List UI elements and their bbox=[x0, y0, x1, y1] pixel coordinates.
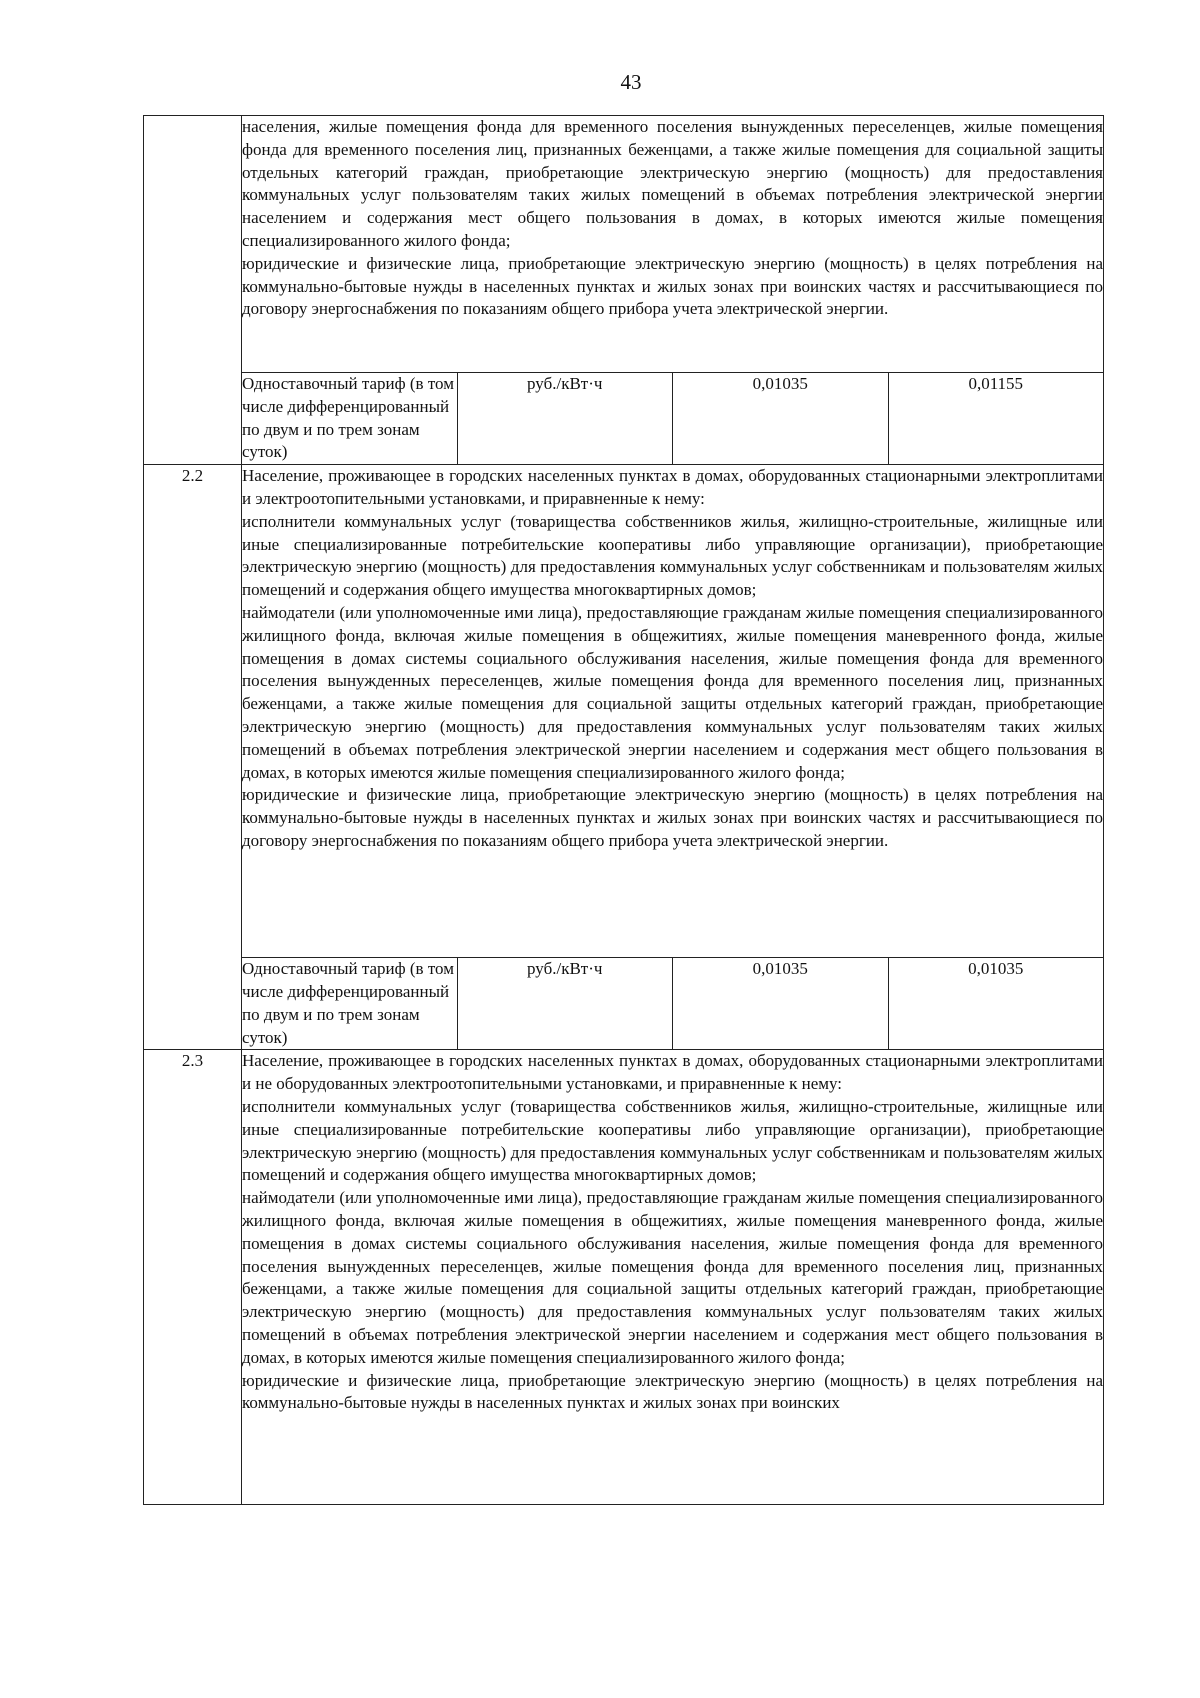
page-number: 43 bbox=[620, 70, 642, 94]
tariff-value-1: 0,01035 bbox=[673, 958, 889, 1050]
consumer-description bbox=[242, 465, 1104, 958]
description-paragraph: Население, проживающее в городских населенных пунктах в домах, оборудованных стационарными электроплитами и не оборудованных электроотопительными установками, и приравненные к нему: bbox=[242, 1051, 1103, 1094]
tariff-label: Одноставочный тариф (в том числе дифференцированный по двум и по трем зонам суток) bbox=[242, 958, 458, 1050]
tariff-value-2: 0,01035 bbox=[888, 958, 1104, 1050]
description-paragraph: юридические и физические лица, приобретающие электрическую энергию (мощность) в целях потребления на коммунально-бытовые нужды в населенных пунктах и жилых зонах при воинских частях и рассчитывающиеся по договору энергоснабжения по показаниям общего прибора учета электрической энергии. bbox=[242, 253, 1103, 319]
description-paragraph: Население, проживающее в городских населенных пунктах в домах, оборудованных стационарными электроплитами и электроотопительными установками, и приравненные к нему: bbox=[242, 466, 1103, 508]
description-paragraph: юридические и физические лица, приобретающие электрическую энергию (мощность) в целях потребления на коммунально-бытовые нужды в населенных пунктах и жилых зонах при воинских частях и рассчитывающиеся по договору энергоснабжения по показаниям общего прибора учета электрической энергии. bbox=[242, 785, 1103, 850]
row-number bbox=[144, 116, 242, 465]
tariff-unit: руб./кВт·ч bbox=[457, 958, 673, 1050]
row-number: 2.3 bbox=[144, 1050, 242, 1505]
tariff-unit: руб./кВт·ч bbox=[457, 373, 673, 465]
description-paragraph: исполнители коммунальных услуг (товарищества собственников жилья, жилищно-строительные, жилищные или иные специализированные потребительские кооперативы либо управляющие организации), приобретающие электрическую энергию (мощность) для предоставления коммунальных услуг собственникам и пользователям жилых помещений и содержания общего имущества многоквартирных домов; bbox=[242, 1096, 1103, 1185]
description-paragraph: наймодатели (или уполномоченные ими лица), предоставляющие гражданам жилые помещения специализированного жилищного фонда, включая жилые помещения в общежитиях, жилые помещения маневренного фонда, жилые помещения в домах системы социального обслуживания населения, жилые помещения фонда для временного поселения вынужденных переселенцев, жилые помещения фонда для временного поселения лиц, признанных беженцами, а также жилые помещения для социальной защиты отдельных категорий граждан, приобретающие электрическую энергию (мощность) для предоставления коммунальных услуг пользователям таких жилых помещений в объемах потребления электрической энергии населением и содержания мест общего пользования в домах, в которых имеются жилые помещения специализированного жилого фонда; bbox=[242, 602, 1103, 782]
tariff-table bbox=[143, 115, 1104, 1505]
table-row-continuation bbox=[144, 116, 1104, 373]
tariff-row bbox=[144, 373, 1104, 465]
row-number: 2.2 bbox=[144, 465, 242, 1050]
table-row-2-2 bbox=[144, 465, 1104, 958]
tariff-value-1: 0,01035 bbox=[673, 373, 889, 465]
table-row-2-3 bbox=[144, 1050, 1104, 1505]
description-paragraph: населения, жилые помещения фонда для временного поселения вынужденных переселенцев, жилые помещения фонда для временного поселения лиц, признанных беженцами, а также жилые помещения для социальной защиты отдельных категорий граждан, приобретающие электрическую энергию (мощность) для предоставления коммунальных услуг пользователям таких жилых помещений в объемах потребления электрической энергии населением и содержания мест общего пользования в домах, в которых имеются жилые помещения специализированного жилого фонда; bbox=[242, 117, 1103, 250]
tariff-label: Одноставочный тариф (в том числе дифференцированный по двум и по трем зонам суток) bbox=[242, 373, 458, 465]
consumer-description bbox=[242, 116, 1104, 373]
tariff-row bbox=[144, 958, 1104, 1050]
consumer-description bbox=[242, 1050, 1104, 1505]
description-paragraph: наймодатели (или уполномоченные ими лица), предоставляющие гражданам жилые помещения специализированного жилищного фонда, включая жилые помещения в общежитиях, жилые помещения маневренного фонда, жилые помещения в домах системы социального обслуживания населения, жилые помещения фонда для временного поселения вынужденных переселенцев, жилые помещения фонда для временного поселения лиц, признанных беженцами, а также жилые помещения для социальной защиты отдельных категорий граждан, приобретающие электрическую энергию (мощность) для предоставления коммунальных услуг пользователям таких жилых помещений в объемах потребления электрической энергии населением и содержания мест общего пользования в домах, в которых имеются жилые помещения специализированного жилого фонда; bbox=[242, 1188, 1103, 1367]
description-paragraph: исполнители коммунальных услуг (товарищества собственников жилья, жилищно-строительные, жилищные или иные специализированные потребительские кооперативы либо управляющие организации), приобретающие электрическую энергию (мощность) для предоставления коммунальных услуг собственникам и пользователям жилых помещений и содержания общего имущества многоквартирных домов; bbox=[242, 511, 1103, 600]
description-paragraph: юридические и физические лица, приобретающие электрическую энергию (мощность) в целях потребления на коммунально-бытовые нужды в населенных пунктах и жилых зонах при воинских bbox=[242, 1370, 1103, 1413]
tariff-value-2: 0,01155 bbox=[888, 373, 1104, 465]
